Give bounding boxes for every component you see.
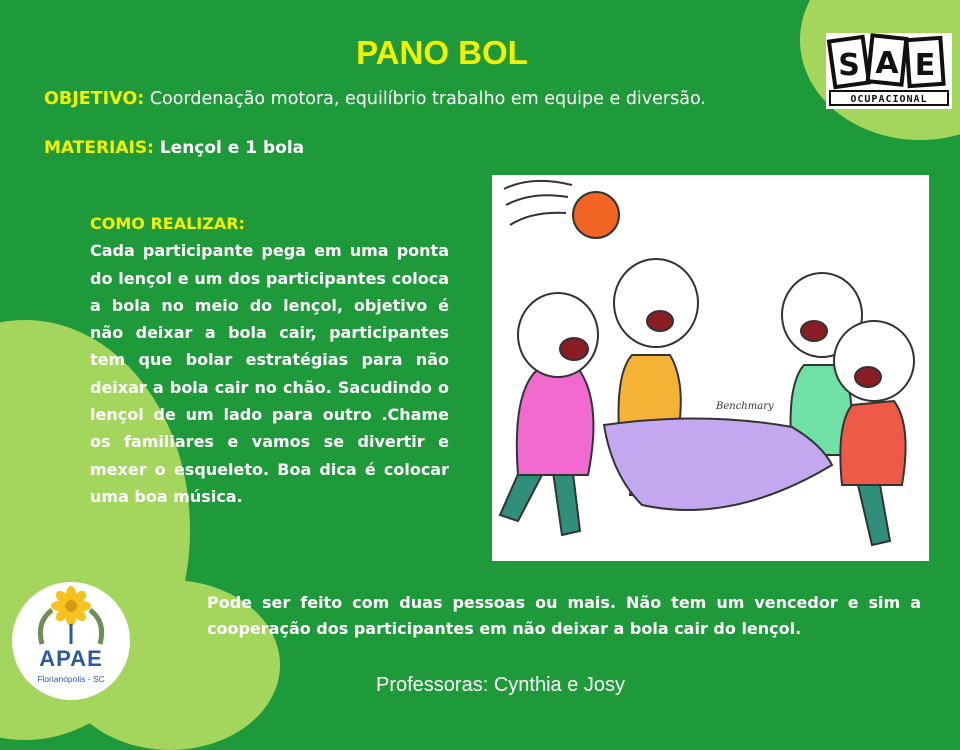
apae-city: Florianópolis - SC xyxy=(37,674,105,684)
apae-flower-icon xyxy=(12,582,130,652)
materials-label: MATERIAIS: xyxy=(44,138,154,158)
objective-text: Coordenação motora, equilíbrio trabalho em equipe e diversão. xyxy=(149,89,706,109)
how-to-body: Cada participante pega em uma ponta do lençol e um dos participantes coloca a bola no meio do lençol, objetivo é não deixar a bola cair, participantes tem que bolar estratégias para não deixar a bola cair no chão. Sacudindo o lençol de um lado para outro .Chame os familiares e vamos se divertir e mexer o esqueleto. Boa dica é colocar uma boa música. xyxy=(90,241,449,506)
sae-letter-s: S xyxy=(838,48,860,83)
illustration-svg xyxy=(492,175,929,561)
apae-logo xyxy=(12,582,130,700)
activity-illustration xyxy=(492,175,929,561)
ball-icon xyxy=(573,192,619,238)
footer-credits: Professoras: Cynthia e Josy xyxy=(376,674,625,696)
illustration-signature: Benchmary xyxy=(716,401,774,412)
sae-logo-icon xyxy=(826,33,952,109)
materials xyxy=(44,138,304,158)
how-to-section xyxy=(90,210,449,510)
sae-logo xyxy=(826,33,952,109)
child-red-icon xyxy=(834,321,914,545)
objective-label: OBJETIVO: xyxy=(44,89,145,109)
child-pink-icon xyxy=(500,293,598,535)
closing-note: Pode ser feito com duas pessoas ou mais. Não tem um vencedor e sim a cooperação dos participantes em não deixar a bola cair do lençol. xyxy=(207,593,921,638)
apae-name: APAE xyxy=(39,646,103,671)
page-title: PANO BOL xyxy=(356,34,528,71)
materials-text: Lençol e 1 bola xyxy=(159,138,305,158)
sae-letter-a: A xyxy=(875,46,899,81)
how-to-title: COMO REALIZAR: xyxy=(90,214,245,233)
sheet-icon xyxy=(604,418,832,510)
sae-tagline: OCUPACIONAL xyxy=(850,94,928,105)
sae-letter-e: E xyxy=(914,48,936,83)
objective xyxy=(44,89,804,109)
